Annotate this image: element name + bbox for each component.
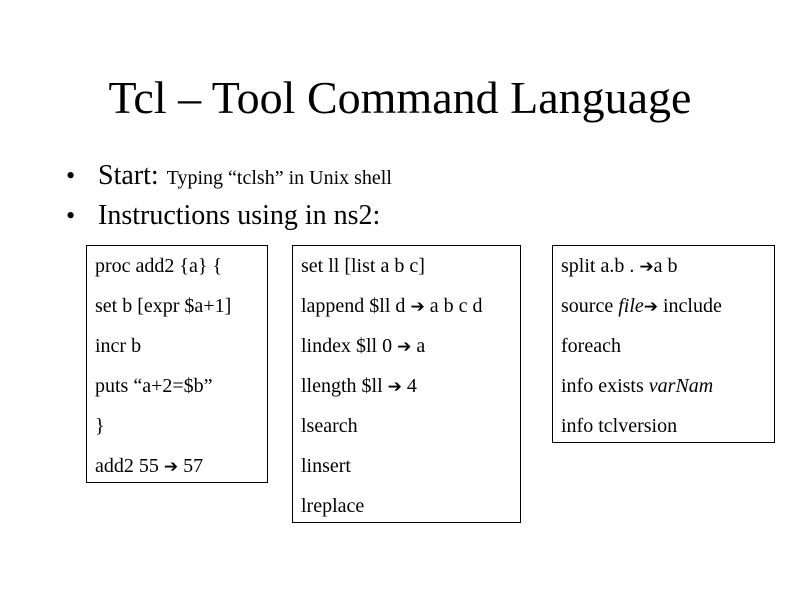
code-result: include: [658, 295, 722, 317]
code-text: lreplace: [301, 495, 365, 517]
code-text: lindex $ll 0: [301, 335, 398, 357]
code-box-list-commands: [292, 245, 521, 523]
code-text: linsert: [301, 455, 351, 477]
code-line: [301, 452, 512, 492]
code-text: puts “a+2=$b”: [95, 375, 213, 397]
code-line: [95, 292, 259, 332]
arrow-right-icon: ➔: [639, 257, 654, 277]
code-line: [561, 252, 766, 292]
code-result: 57: [178, 455, 204, 477]
bullet-start: [66, 156, 392, 196]
bullet-marker: •: [66, 201, 76, 230]
code-text: source: [561, 295, 619, 317]
code-text: proc add2 {a} {: [95, 255, 223, 277]
code-text: split a.b .: [561, 255, 640, 277]
code-text: set ll [list a b c]: [301, 255, 425, 277]
arrow-right-icon: ➔: [163, 457, 179, 477]
code-line: [301, 332, 512, 372]
code-result: a: [411, 335, 426, 357]
code-text: }: [95, 415, 105, 437]
bullet-list: [66, 156, 392, 236]
code-text: incr b: [95, 335, 142, 357]
arrow-right-icon: ➔: [397, 337, 412, 357]
code-text: info tclversion: [561, 415, 678, 437]
code-line: [95, 412, 259, 452]
code-line: [301, 372, 512, 412]
code-line: [95, 452, 259, 492]
code-text: info exists: [561, 375, 649, 397]
code-result: a b: [653, 255, 678, 277]
code-line: [95, 332, 259, 372]
arrow-right-icon: ➔: [643, 297, 658, 317]
code-text: lappend $ll d: [301, 295, 411, 317]
code-box-proc: [86, 245, 268, 483]
code-text: lsearch: [301, 415, 358, 437]
code-text: foreach: [561, 335, 621, 357]
code-placeholder: file: [618, 295, 644, 317]
code-line: [301, 492, 512, 532]
bullet-instructions: [66, 196, 392, 236]
slide-title: Tcl – Tool Command Language: [108, 72, 692, 123]
code-line: [561, 292, 766, 332]
code-text: llength $ll: [301, 375, 388, 397]
bullet-detail: Typing “tclsh” in Unix shell: [166, 167, 392, 189]
code-result: 4: [401, 375, 417, 397]
arrow-right-icon: ➔: [410, 297, 425, 317]
code-line: [561, 412, 766, 452]
arrow-right-icon: ➔: [387, 377, 402, 397]
code-box-misc-commands: [552, 245, 775, 443]
code-line: [561, 332, 766, 372]
code-text: add2 55: [95, 455, 164, 477]
code-line: [95, 252, 259, 292]
bullet-marker: •: [66, 161, 76, 190]
bullet-lead: Start:: [98, 160, 159, 191]
code-result: a b c d: [424, 295, 483, 317]
code-text: set b [expr $a+1]: [95, 295, 232, 317]
code-line: [301, 252, 512, 292]
code-line: [561, 372, 766, 412]
code-line: [95, 372, 259, 412]
bullet-lead: Instructions using in ns2:: [98, 200, 381, 231]
code-line: [301, 292, 512, 332]
code-placeholder: varNam: [648, 375, 714, 397]
code-line: [301, 412, 512, 452]
